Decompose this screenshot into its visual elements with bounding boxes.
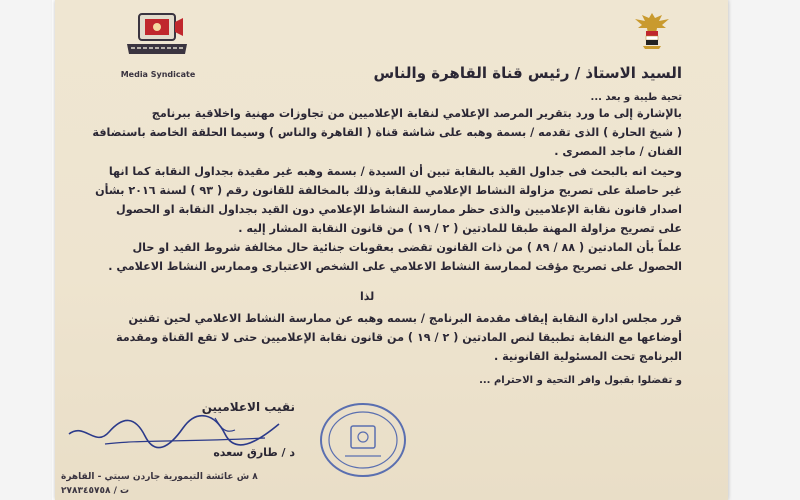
paragraph-penalties — [102, 238, 682, 276]
logo-caption: Media Syndicate — [120, 70, 196, 79]
therefore-word: لذا — [360, 290, 375, 303]
greeting-line: تحية طيبة و بعد ... — [590, 92, 682, 103]
footer-phone: ت / ٢٧٨٣٤٥٧٥٨ — [61, 486, 130, 496]
signatory-name: د / طارق سعده — [213, 446, 295, 459]
paragraph-line: وحيث انه بالبحث فى جداول القيد بالنقابة تبين أن السيدة / بسمة وهبه غير مقيدة بجداول النقابة كما انها — [108, 165, 682, 178]
paragraph-registration-check — [95, 162, 682, 238]
paragraph-line: غير حاصلة على تصريح مزاولة النشاط الإعلامي للنقابة وذلك بالمخالفة للقانون رقم ( ٩٣ ) لسنة ٢٠١٦ بشأن — [95, 184, 682, 197]
paragraph-line: اصدار قانون نقابة الإعلاميين والذى حظر ممارسة النشاط الإعلامي دون القيد بجداول النقابة او الحصول — [116, 203, 682, 216]
signatory-title: نقيب الاعلاميين — [201, 400, 295, 414]
paragraph-line: قرر مجلس ادارة النقابة إيقاف مقدمة البرنامج / بسمه وهبه عن ممارسة النشاط الاعلامي لحين تقنين — [128, 312, 682, 325]
eagle-emblem-icon — [629, 10, 675, 50]
paragraph-line: بالإشارة إلى ما ورد بتقرير المرصد الإعلامي لنقابة الإعلاميين من تجاوزات مهنية واخلاقية ببرنامج — [151, 107, 682, 120]
photo-background-left — [0, 0, 52, 500]
paragraph-line: ( شيخ الحارة ) الذى تقدمه / بسمة وهبه على شاشة قناة ( القاهرة والناس ) وسيما الحلقة الخاصة باستضافة — [92, 126, 682, 139]
paragraph-line: على تصريح مزاولة المهنة طبقا للمادتين ( ٢ / ١٩ ) من قانون النقابة المشار إليه . — [238, 222, 682, 235]
media-syndicate-logo-icon — [117, 10, 197, 68]
paragraph-line: البرنامج تحت المسئولية القانونية . — [494, 350, 682, 363]
paragraph-line: الفنان / ماجد المصرى . — [554, 145, 682, 158]
paragraph-line: الحصول على تصريح مؤقت لممارسة النشاط الاعلامي على الشخص الاعتبارى وممارس النشاط الاعلامي . — [108, 260, 682, 273]
closing-line: و تفضلوا بقبول وافر التحية و الاحترام ... — [479, 375, 682, 386]
letter-page — [55, 0, 728, 500]
footer-address: ٨ ش عائشة التيمورية جاردن سيتي - القاهرة — [61, 472, 258, 482]
paragraph-line: علماً بأن المادتين ( ٨٨ / ٨٩ ) من ذات القانون تقضى بعقوبات جنائية حال مخالفة شروط القيد او حال — [132, 241, 682, 254]
official-stamp-icon — [317, 400, 409, 480]
addressee-heading: السيد الاستاذ / رئيس قناة القاهرة والناس — [373, 64, 682, 82]
paragraph-line: أوضاعها مع النقابة تطبيقا لنص المادتين ( ٢ / ١٩ ) من قانون نقابة الإعلاميين حتى لا تقع القناة ومقدمة — [115, 331, 682, 344]
photo-background-right — [728, 0, 800, 500]
paragraph-report-reference — [92, 104, 682, 161]
paragraph-decision — [102, 309, 682, 366]
